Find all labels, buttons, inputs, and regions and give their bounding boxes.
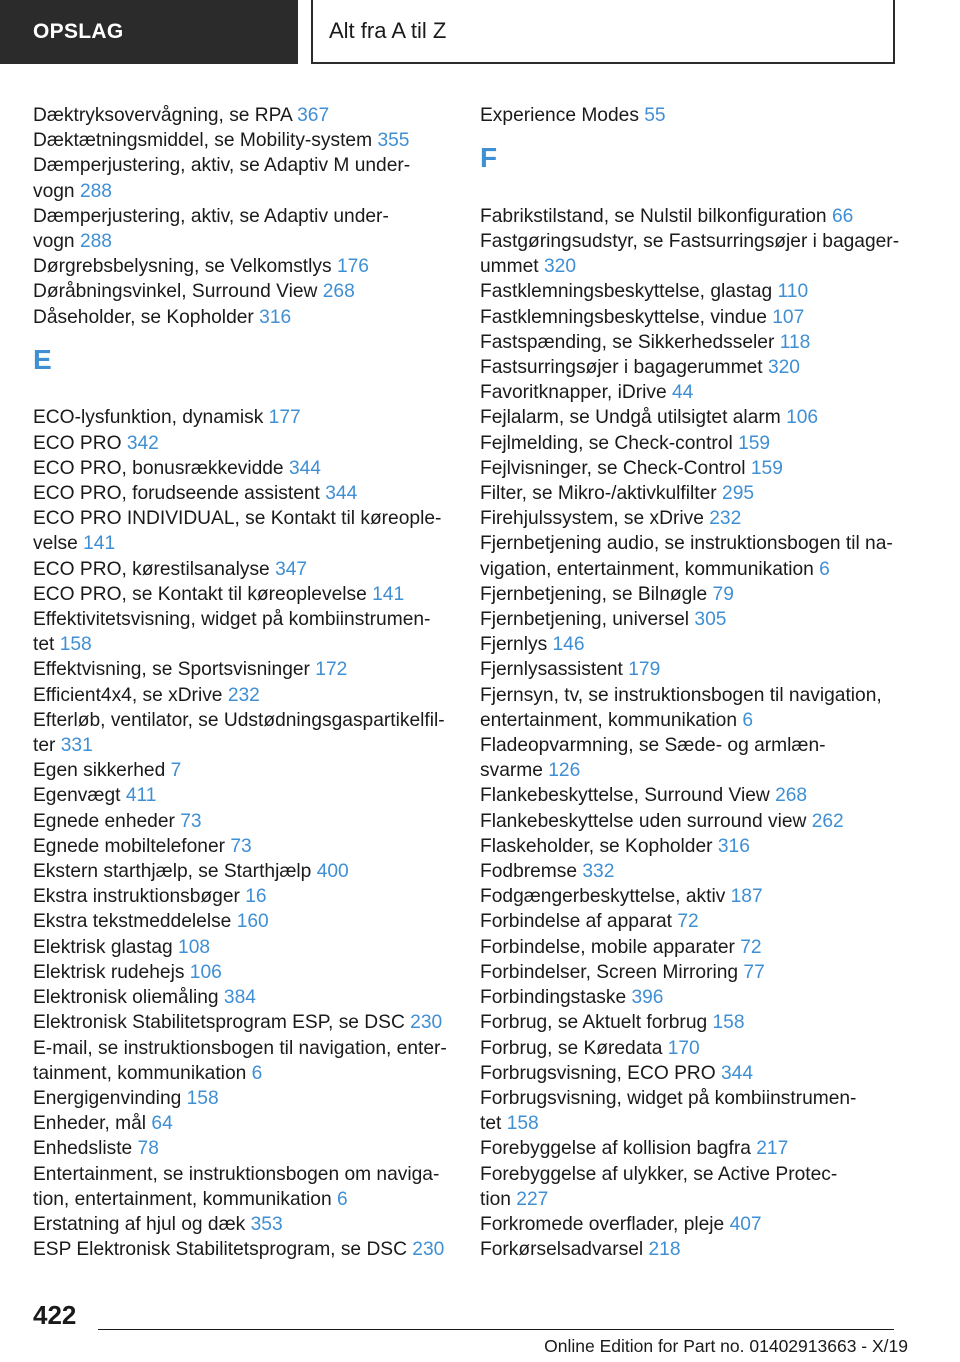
- index-entry-text: Efficient4x4, se xDrive: [33, 684, 223, 706]
- index-entry: [33, 254, 453, 279]
- index-entry: [33, 431, 453, 456]
- index-entry: [33, 884, 453, 909]
- index-entry-text: Fjernbetjening, se Bilnøgle: [480, 583, 708, 605]
- page-reference-link[interactable]: 342: [126, 432, 159, 454]
- index-entry-text: Fjernbetjening, universel: [480, 609, 690, 631]
- index-entry: [480, 733, 900, 783]
- index-column-right: [480, 103, 900, 1262]
- page-reference-link[interactable]: 353: [250, 1213, 283, 1235]
- page-reference-link[interactable]: 367: [297, 105, 330, 126]
- index-entry: [480, 607, 900, 632]
- index-entry-text: ESP Elektronisk Stabilitetsprogram, se DSC: [33, 1239, 407, 1261]
- page-reference-link[interactable]: 232: [709, 508, 742, 530]
- page-number: 422: [33, 1300, 77, 1330]
- page-reference-link[interactable]: 158: [186, 1087, 219, 1109]
- index-entry: [480, 935, 900, 960]
- index-entry: [480, 657, 900, 682]
- index-entry-text: vogn: [33, 231, 75, 253]
- index-entry-text: Fladeopvarmning, se Sæde- og armlæn-: [480, 735, 826, 757]
- index-entry: [33, 1086, 453, 1111]
- index-entry-text: Egnede enheder: [33, 810, 175, 832]
- index-entry-text: Egnede mobiltelefoner: [33, 835, 226, 857]
- index-entry-text: Ekstern starthjælp, se Starthjælp: [33, 861, 312, 883]
- index-entry-text: Fastklemningsbeskyttelse, glastag: [480, 281, 773, 303]
- index-entry: [480, 884, 900, 909]
- page-reference-link[interactable]: 331: [60, 735, 93, 757]
- page-reference-link[interactable]: 384: [223, 987, 256, 1009]
- page-reference-link[interactable]: 217: [756, 1138, 789, 1160]
- index-entry: [480, 355, 900, 380]
- index-entry-text: Egenvægt: [33, 785, 121, 807]
- page-reference-link[interactable]: 262: [811, 810, 844, 832]
- index-entry-text: ter: [33, 735, 56, 757]
- page-reference-link[interactable]: 355: [377, 130, 410, 152]
- index-entry-text: Forebyggelse af ulykker, se Active Protec-: [480, 1163, 838, 1185]
- index-entry-text: entertainment, kommunikation: [480, 709, 738, 731]
- page-reference-link[interactable]: 16: [245, 886, 267, 908]
- page-reference-link[interactable]: 172: [315, 659, 348, 681]
- page-reference-link[interactable]: 159: [750, 457, 783, 479]
- index-entry-text: Fastgøringsudstyr, se Fastsurringsøjer i bagager-: [480, 231, 900, 252]
- page-reference-link[interactable]: 118: [779, 331, 811, 353]
- page-reference-link[interactable]: 106: [786, 407, 819, 429]
- index-entry: [480, 985, 900, 1010]
- index-entry-text: Forbindelser, Screen Mirroring: [480, 961, 739, 983]
- index-entry: [33, 128, 453, 153]
- index-entry: [480, 431, 900, 456]
- index-entry: [480, 330, 900, 355]
- page-header: [0, 0, 960, 66]
- index-entry-text: ummet: [480, 256, 539, 278]
- index-entry-text: Experience Modes: [480, 105, 639, 126]
- index-entry-text: tainment, kommunikation: [33, 1062, 247, 1084]
- index-entry: [33, 683, 453, 708]
- index-letter-heading: E: [33, 343, 52, 375]
- page-reference-link[interactable]: 106: [189, 961, 222, 983]
- index-column-left: [33, 103, 453, 1262]
- index-entry-text: Dåseholder, se Kopholder: [33, 306, 254, 328]
- index-entry: [480, 683, 900, 733]
- page-reference-link[interactable]: 170: [667, 1037, 700, 1059]
- index-entry-text: Fabrikstilstand, se Nulstil bilkonfiguration: [480, 205, 827, 227]
- page-reference-link[interactable]: 344: [325, 483, 358, 505]
- page-reference-link[interactable]: 158: [712, 1012, 745, 1034]
- page-reference-link[interactable]: 141: [83, 533, 116, 555]
- index-entry-text: ECO PRO: [33, 432, 122, 454]
- page-reference-link[interactable]: 396: [631, 987, 664, 1009]
- index-entry: [480, 582, 900, 607]
- index-entry: [480, 380, 900, 405]
- index-entry: [480, 859, 900, 884]
- index-entry-text: tet: [33, 634, 55, 656]
- index-entry-text: Favoritknapper, iDrive: [480, 382, 667, 404]
- page-reference-link[interactable]: 230: [410, 1012, 443, 1034]
- index-entry: [33, 456, 453, 481]
- index-entry-text: ECO PRO, se Kontakt til køreoplevelse: [33, 583, 367, 605]
- index-entry-text: ECO-lysfunktion, dynamisk: [33, 407, 264, 429]
- page-reference-link[interactable]: 187: [730, 886, 763, 908]
- index-entry: [33, 708, 453, 758]
- page-reference-link[interactable]: 344: [288, 457, 321, 479]
- footer-edition-text: Online Edition for Part no. 01402913663 - X/19: [544, 1336, 908, 1356]
- index-entry-text: Entertainment, se instruktionsbogen om naviga-: [33, 1163, 440, 1185]
- index-entry-text: Forbrug, se Køredata: [480, 1037, 663, 1059]
- index-entry-text: Fjernbetjening audio, se instruktionsbogen til na-: [480, 533, 893, 555]
- index-entry-text: Ekstra instruktionsbøger: [33, 886, 240, 908]
- page-reference-link[interactable]: 64: [151, 1113, 173, 1135]
- index-entry-text: Erstatning af hjul og dæk: [33, 1213, 246, 1235]
- index-entry-text: Forbindingstaske: [480, 987, 627, 1009]
- index-entry-text: Egen sikkerhed: [33, 760, 166, 782]
- index-entry: [480, 1162, 900, 1212]
- index-entry: [33, 783, 453, 808]
- page-reference-link[interactable]: 316: [259, 306, 292, 328]
- index-entry: [33, 607, 453, 657]
- index-entry-text: ECO PRO, forudseende assistent: [33, 483, 320, 505]
- index-entry: [33, 758, 453, 783]
- index-entry: [480, 305, 900, 330]
- page-reference-link[interactable]: 107: [772, 306, 805, 328]
- page-reference-link[interactable]: 6: [336, 1188, 348, 1210]
- page-reference-link[interactable]: 158: [59, 634, 92, 656]
- index-entry-text: vogn: [33, 180, 75, 202]
- index-entry-text: Effektvisning, se Sportsvisninger: [33, 659, 310, 681]
- index-entry: [33, 1162, 453, 1212]
- index-entry: [480, 1010, 900, 1035]
- index-entry: [33, 204, 453, 254]
- index-entry-text: Fjernlys: [480, 634, 548, 656]
- index-entry: [480, 229, 900, 279]
- index-entry: [33, 1111, 453, 1136]
- index-entry-text: Efterløb, ventilator, se Udstødningsgaspartikelfil-: [33, 709, 445, 731]
- index-entry: [480, 204, 900, 229]
- index-entry: [480, 506, 900, 531]
- page-reference-link[interactable]: 66: [831, 205, 854, 227]
- page-reference-link[interactable]: 79: [712, 583, 734, 605]
- page-reference-link[interactable]: 320: [543, 256, 576, 278]
- index-entry: [33, 279, 453, 304]
- index-entry: [480, 1136, 900, 1161]
- index-entry-text: Forbindelse, mobile apparater: [480, 936, 735, 958]
- index-entry: [33, 506, 453, 556]
- index-entry-text: Elektrisk rudehejs: [33, 961, 185, 983]
- index-entry-text: Dæmperjustering, aktiv, se Adaptiv M under-: [33, 155, 411, 177]
- index-entry-text: ECO PRO, bonusrækkevidde: [33, 457, 284, 479]
- index-entry: [33, 1136, 453, 1161]
- index-entry: [480, 1086, 900, 1136]
- index-entry: [480, 481, 900, 506]
- page-reference-link[interactable]: 407: [729, 1213, 762, 1235]
- index-entry-text: Fejlmelding, se Check-control: [480, 432, 733, 454]
- index-entry-text: Døråbningsvinkel, Surround View: [33, 281, 318, 303]
- index-entry: [480, 632, 900, 657]
- index-entry: [480, 783, 900, 808]
- index-entry-text: Dæktryksovervågning, se RPA: [33, 105, 292, 126]
- index-letter-heading: F: [480, 142, 498, 174]
- index-entry-text: Fejlalarm, se Undgå utilsigtet alarm: [480, 407, 781, 429]
- index-entry: [33, 935, 453, 960]
- index-entry-text: Forbrug, se Aktuelt forbrug: [480, 1012, 708, 1034]
- page-reference-link[interactable]: 268: [322, 281, 355, 303]
- index-entry-text: ECO PRO INDIVIDUAL, se Kontakt til køreople-: [33, 508, 442, 530]
- index-entry: [480, 960, 900, 985]
- index-entry-text: Fejlvisninger, se Check-Control: [480, 457, 746, 479]
- index-entry: [480, 456, 900, 481]
- index-entry: [33, 153, 453, 203]
- index-entry-text: Elektronisk Stabilitetsprogram ESP, se DSC: [33, 1012, 405, 1034]
- page-reference-link[interactable]: 295: [722, 483, 755, 505]
- page-reference-link[interactable]: 268: [775, 785, 808, 807]
- page-reference-link[interactable]: 344: [721, 1062, 754, 1084]
- index-entry: [33, 405, 453, 430]
- page-reference-link[interactable]: 72: [740, 936, 762, 958]
- chapter-tab[interactable]: Alt fra A til Z: [311, 0, 895, 64]
- index-entry-text: tion: [480, 1188, 511, 1210]
- index-entry-text: Enheder, mål: [33, 1113, 147, 1135]
- index-entry-text: Forbrugsvisning, widget på kombiinstrumen-: [480, 1087, 857, 1109]
- page-reference-link[interactable]: 218: [648, 1239, 681, 1261]
- page-reference-link[interactable]: 227: [516, 1188, 549, 1210]
- page-reference-link[interactable]: 126: [548, 760, 581, 782]
- index-entry-text: Enhedsliste: [33, 1138, 133, 1160]
- index-entry-text: Fastklemningsbeskyttelse, vindue: [480, 306, 767, 328]
- index-entry: [480, 1212, 900, 1237]
- index-entry: [33, 103, 453, 128]
- index-entry: [480, 531, 900, 581]
- index-entry: [33, 1036, 453, 1086]
- index-entry: [33, 809, 453, 834]
- page-reference-link[interactable]: 288: [79, 231, 112, 253]
- index-entry-text: Fastspænding, se Sikkerhedsseler: [480, 331, 775, 353]
- section-tab[interactable]: OPSLAG: [0, 0, 298, 64]
- page-reference-link[interactable]: 6: [819, 558, 830, 580]
- index-entry: [480, 405, 900, 430]
- index-entry-text: Filter, se Mikro-/aktivkulfilter: [480, 483, 717, 505]
- page-reference-link[interactable]: 288: [79, 180, 112, 202]
- index-entry-text: Dæmperjustering, aktiv, se Adaptiv under-: [33, 205, 389, 227]
- page-reference-link[interactable]: 7: [170, 760, 182, 782]
- index-entry-text: tet: [480, 1113, 502, 1135]
- index-entry: [33, 1212, 453, 1237]
- index-entry-text: Forebyggelse af kollision bagfra: [480, 1138, 751, 1160]
- index-entry: [480, 909, 900, 934]
- index-entry-text: Forbrugsvisning, ECO PRO: [480, 1062, 716, 1084]
- index-entry-text: Flaskeholder, se Kopholder: [480, 835, 713, 857]
- index-entry-text: Forkørselsadvarsel: [480, 1239, 644, 1261]
- index-entry: [33, 834, 453, 859]
- page-reference-link[interactable]: 411: [125, 785, 157, 807]
- index-entry: [480, 809, 900, 834]
- index-entry: [480, 834, 900, 859]
- page-reference-link[interactable]: 77: [743, 961, 765, 983]
- page-reference-link[interactable]: 72: [677, 911, 699, 933]
- page-reference-link[interactable]: 6: [742, 709, 754, 731]
- index-entry-text: Fodbremse: [480, 861, 578, 883]
- page-reference-link[interactable]: 232: [227, 684, 260, 706]
- index-entry: [480, 1061, 900, 1086]
- index-entry: [33, 985, 453, 1010]
- index-entry-text: Energigenvinding: [33, 1087, 182, 1109]
- page-reference-link[interactable]: 177: [268, 407, 301, 429]
- index-entry: [33, 557, 453, 582]
- index-entry-text: E-mail, se instruktionsbogen til navigation, enter-: [33, 1037, 447, 1059]
- index-entry: [480, 279, 900, 304]
- page-reference-link[interactable]: 347: [275, 558, 308, 580]
- page-reference-link[interactable]: 44: [671, 382, 694, 404]
- index-entry: [33, 582, 453, 607]
- index-entry-text: ECO PRO, kørestilsanalyse: [33, 558, 270, 580]
- index-entry-text: svarme: [480, 760, 543, 782]
- index-entry-text: Firehjulssystem, se xDrive: [480, 508, 704, 530]
- page-reference-link[interactable]: 108: [178, 936, 211, 958]
- index-entry-text: Flankebeskyttelse uden surround view: [480, 810, 807, 832]
- index-entry-text: tion, entertainment, kommunikation: [33, 1188, 332, 1210]
- footer-divider: [98, 1329, 894, 1330]
- page-reference-link[interactable]: 159: [738, 432, 771, 454]
- index-entry-text: Dørgrebsbelysning, se Velkomstlys: [33, 256, 332, 278]
- index-entry: [480, 103, 900, 128]
- page-reference-link[interactable]: 78: [137, 1138, 159, 1160]
- index-entry-text: Ekstra tekstmeddelelse: [33, 911, 232, 933]
- page-reference-link[interactable]: 400: [316, 861, 349, 883]
- page-reference-link[interactable]: 55: [644, 105, 666, 126]
- index-entry: [480, 1036, 900, 1061]
- index-entry: [33, 481, 453, 506]
- page-reference-link[interactable]: 305: [694, 609, 727, 631]
- page-reference-link[interactable]: 146: [552, 634, 585, 656]
- index-entry: [33, 909, 453, 934]
- index-entry-text: Fastsurringsøjer i bagagerummet: [480, 357, 763, 379]
- index-entry: [480, 1237, 900, 1262]
- index-entry-text: Dæktætningsmiddel, se Mobility-system: [33, 130, 373, 152]
- page-reference-link[interactable]: 179: [628, 659, 661, 681]
- index-entry-text: vigation, entertainment, kommunikation: [480, 558, 814, 580]
- page-reference-link[interactable]: 73: [180, 810, 202, 832]
- page-reference-link[interactable]: 332: [582, 861, 615, 883]
- index-entry: [33, 305, 453, 330]
- index-entry: [33, 657, 453, 682]
- index-entry: [33, 960, 453, 985]
- page-reference-link[interactable]: 73: [230, 835, 252, 857]
- page-reference-link[interactable]: 176: [336, 256, 369, 278]
- index-entry-text: Elektrisk glastag: [33, 936, 173, 958]
- page-reference-link[interactable]: 316: [717, 835, 750, 857]
- page-reference-link[interactable]: 160: [236, 911, 269, 933]
- index-entry-text: Fjernlysassistent: [480, 659, 623, 681]
- page-reference-link[interactable]: 158: [506, 1113, 539, 1135]
- page-reference-link[interactable]: 6: [251, 1062, 263, 1084]
- page-reference-link[interactable]: 110: [777, 281, 809, 303]
- index-entry: [33, 859, 453, 884]
- index-entry-text: Flankebeskyttelse, Surround View: [480, 785, 770, 807]
- page-reference-link[interactable]: 230: [412, 1239, 445, 1261]
- index-entry-text: Fjernsyn, tv, se instruktionsbogen til navigation,: [480, 684, 882, 706]
- index-entry-text: Effektivitetsvisning, widget på kombiinstrumen-: [33, 609, 431, 631]
- index-entry: [33, 1010, 453, 1035]
- index-entry: [33, 1237, 453, 1262]
- index-entry-text: Fodgængerbeskyttelse, aktiv: [480, 886, 726, 908]
- page-reference-link[interactable]: 320: [767, 357, 800, 379]
- index-entry-text: Forbindelse af apparat: [480, 911, 672, 933]
- index-entry-text: Forkromede overflader, pleje: [480, 1213, 725, 1235]
- page-reference-link[interactable]: 141: [372, 583, 405, 605]
- index-entry-text: Elektronisk oliemåling: [33, 987, 219, 1009]
- index-entry-text: velse: [33, 533, 78, 555]
